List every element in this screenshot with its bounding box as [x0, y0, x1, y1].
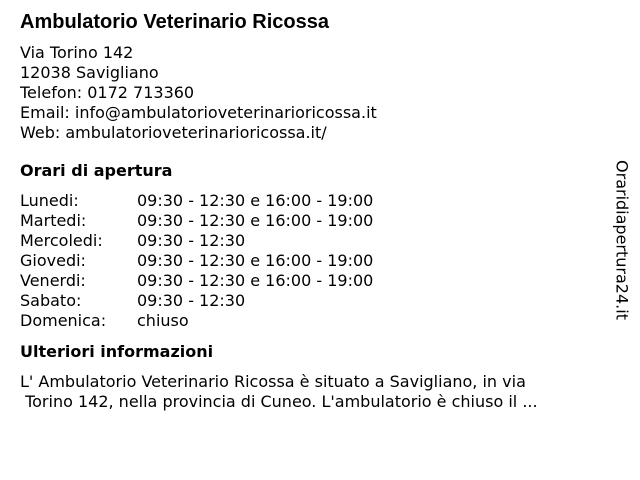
time-value: 09:30 - 12:30 e 16:00 - 19:00: [137, 251, 374, 270]
time-value: chiuso: [137, 311, 189, 330]
email-line: Email: info@ambulatorioveterinarioricossa.it: [20, 103, 377, 122]
day-label: Lunedi:: [20, 191, 79, 210]
day-label: Domenica:: [20, 311, 107, 330]
opening-hours-list: [20, 191, 610, 331]
hours-row: [20, 211, 610, 231]
hours-row: [20, 231, 610, 251]
phone-line: Telefon: 0172 713360: [20, 83, 195, 102]
day-label: Mercoledi:: [20, 231, 103, 250]
hours-row: [20, 251, 610, 271]
time-value: 09:30 - 12:30 e 16:00 - 19:00: [137, 271, 374, 290]
day-label: Sabato:: [20, 291, 82, 310]
time-value: 09:30 - 12:30: [137, 291, 246, 310]
description-line-1: L' Ambulatorio Veterinario Ricossa è situato a Savigliano, in via: [20, 372, 526, 391]
day-label: Martedi:: [20, 211, 87, 230]
hours-row: [20, 311, 610, 331]
more-info-title: Ulteriori informazioni: [20, 342, 214, 361]
description-line-2: Torino 142, nella provincia di Cuneo. L'ambulatorio è chiuso il ...: [20, 392, 538, 411]
hours-row: [20, 291, 610, 311]
day-label: Giovedi:: [20, 251, 86, 270]
site-watermark: Oraridiapertura24.it: [612, 160, 632, 320]
web-line: Web: ambulatorioveterinarioricossa.it/: [20, 123, 327, 142]
time-value: 09:30 - 12:30 e 16:00 - 19:00: [137, 191, 374, 210]
opening-hours-title: Orari di apertura: [20, 161, 173, 180]
business-name: Ambulatorio Veterinario Ricossa: [20, 11, 329, 33]
time-value: 09:30 - 12:30 e 16:00 - 19:00: [137, 211, 374, 230]
time-value: 09:30 - 12:30: [137, 231, 246, 250]
business-card: [20, 10, 610, 412]
hours-row: [20, 191, 610, 211]
day-label: Venerdi:: [20, 271, 86, 290]
address-line: Via Torino 142: [20, 43, 134, 62]
city-line: 12038 Savigliano: [20, 63, 159, 82]
hours-row: [20, 271, 610, 291]
